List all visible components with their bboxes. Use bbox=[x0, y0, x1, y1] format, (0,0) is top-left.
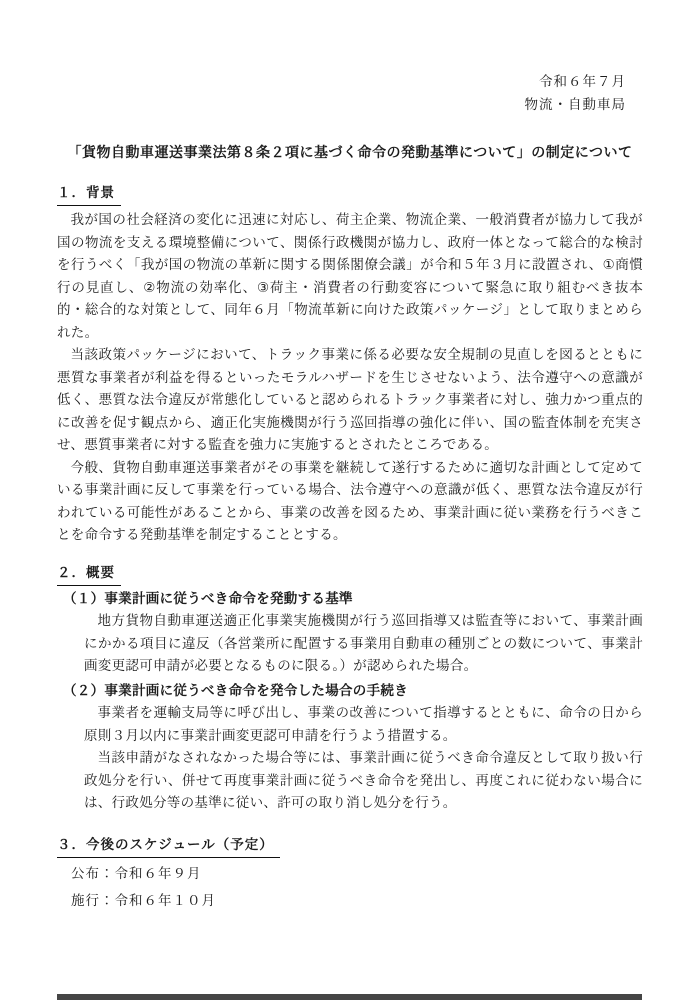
section1-paragraph-2: 当該政策パッケージにおいて、トラック事業に係る必要な安全規制の見直しを図るとともに悪質な事業者が利益を得るといったモラルハザードを生じさせないよう、法令遵守への意識が低く、悪質な法令違反が常態化していると認められるトラック事業者に対し、強力かつ重点的に改善を促す観点から、適正化実施機関が行う巡回指導の強化に伴い、国の監査体制を充実させ、悪質事業者に対する監査を強力に実施するとされたところである。 bbox=[57, 347, 643, 452]
document-header bbox=[57, 70, 643, 116]
section2-heading bbox=[57, 563, 643, 586]
section2-item1-title: （１）事業計画に従うべき命令を発動する基準 bbox=[63, 590, 353, 606]
section3-heading-text: ３．今後のスケジュール（予定） bbox=[57, 835, 280, 858]
header-date: 令和６年７月 bbox=[539, 74, 626, 89]
section1-paragraph-3: 今般、貨物自動車運送事業者がその事業を継続して遂行するために適切な計画として定めている事業計画に反して事業を行っている場合、法令遵守への意識が低く、悪質な法令違反が行われている可能性があることから、事業の改善を図るため、事業計画に従い業務を行うべきことを命令する発動基準を制定することとする。 bbox=[57, 459, 643, 542]
section2-item1-paragraph: 地方貨物自動車運送適正化事業実施機関が行う巡回指導又は監査等において、事業計画にかかる項目に違反（各営業所に配置する事業用自動車の種別ごとの数について、事業計画変更認可申請が必要となるものに限る。）が認められた場合。 bbox=[84, 613, 643, 673]
schedule-enforcement-line: 施行：令和６年１０月 bbox=[71, 892, 216, 908]
section2-item2-paragraph-1: 事業者を運輸支局等に呼び出し、事業の改善について指導するとともに、命令の日から原則３月以内に事業計画変更認可申請を行うよう措置する。 bbox=[84, 705, 643, 743]
section2-item2-title: （２）事業計画に従うべき命令を発令した場合の手続き bbox=[63, 682, 408, 698]
section1-heading-text: １．背景 bbox=[57, 183, 121, 206]
header-department: 物流・自動車局 bbox=[524, 97, 626, 112]
section1-paragraph-1: 我が国の社会経済の変化に迅速に対応し、荷主企業、物流企業、一般消費者が協力して我が国の物流を支える環境整備について、関係行政機関が協力し、政府一体となって総合的な検討を行うべく「我が国の物流の革新に関する関係閣僚会議」が令和５年３月に設置され、①商慣行の見直し、②物流の効率化、③荷主・消費者の行動変容について緊急に取り組むべき抜本的・総合的な対策として、同年６月「物流革新に向けた政策パッケージ」として取りまとめられた。 bbox=[57, 212, 643, 340]
schedule-publication-line: 公布：令和６年９月 bbox=[71, 865, 202, 881]
next-page-edge bbox=[57, 994, 642, 1000]
section2-heading-text: ２．概要 bbox=[57, 563, 121, 586]
section1-heading bbox=[57, 183, 643, 206]
section3-heading bbox=[57, 835, 643, 858]
section2-item2-paragraph-2: 当該申請がなされなかった場合等には、事業計画に従うべき命令違反として取り扱い行政処分を行い、併せて再度事業計画に従うべき命令を発出し、再度これに従わない場合には、行政処分等の基準に従い、許可の取り消し処分を行う。 bbox=[84, 750, 643, 810]
document-title: 「貨物自動車運送事業法第８条２項に基づく命令の発動基準について」の制定について bbox=[67, 144, 633, 160]
